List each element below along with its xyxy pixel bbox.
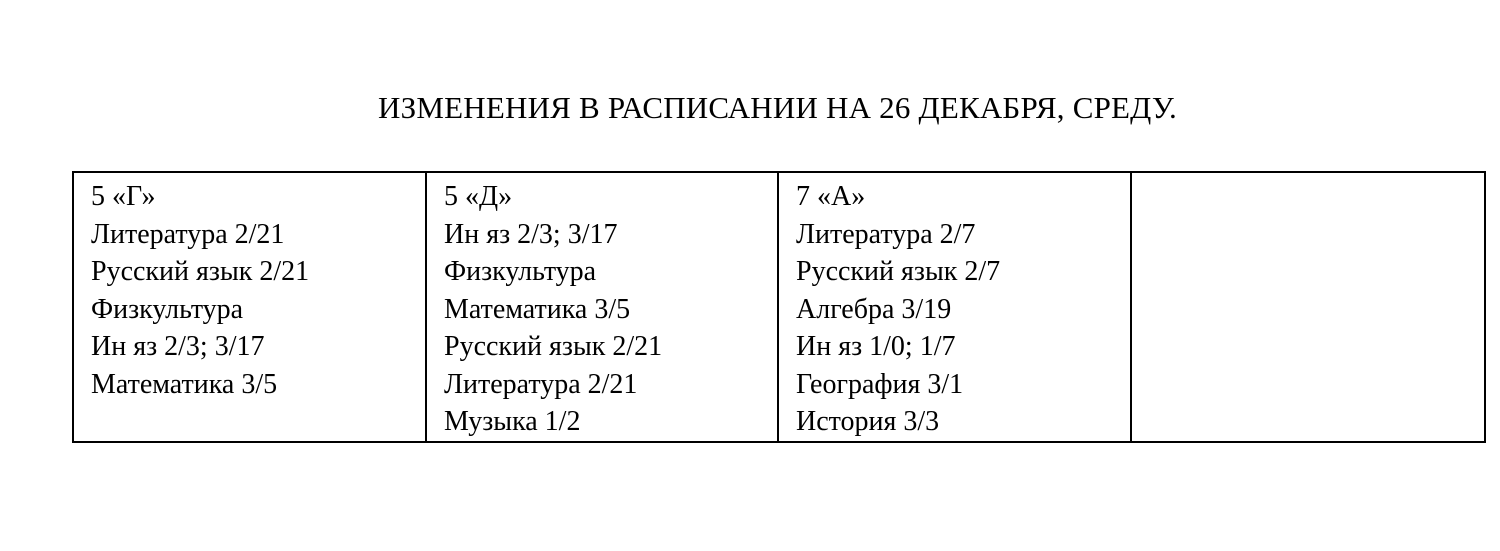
page-title: ИЗМЕНЕНИЯ В РАСПИСАНИИ НА 26 ДЕКАБРЯ, СРЕДУ. bbox=[378, 90, 1177, 125]
lesson-item: Алгебра 3/19 bbox=[796, 293, 952, 325]
lesson-item: Литература 2/21 bbox=[444, 368, 638, 400]
lesson-item: Русский язык 2/21 bbox=[91, 256, 310, 287]
table-row bbox=[73, 172, 1485, 442]
class-name: 7 «А» bbox=[796, 181, 866, 212]
class-column-5g bbox=[73, 172, 426, 442]
lesson-item: Ин яз 1/0; 1/7 bbox=[796, 331, 956, 362]
lesson-item: Русский язык 2/7 bbox=[796, 256, 1001, 287]
lesson-item: Русский язык 2/21 bbox=[444, 331, 663, 362]
class-name: 5 «Д» bbox=[444, 181, 513, 212]
lesson-item: Литература 2/21 bbox=[91, 218, 285, 250]
lesson-item: Физкультура bbox=[444, 256, 597, 287]
schedule-table bbox=[72, 171, 1486, 443]
lesson-item: История 3/3 bbox=[796, 406, 940, 437]
lesson-item: Физкультура bbox=[91, 293, 244, 325]
lesson-item: Математика 3/5 bbox=[444, 293, 631, 325]
lesson-item: География 3/1 bbox=[796, 368, 964, 400]
lesson-item: Музыка 1/2 bbox=[444, 406, 581, 437]
lesson-item: Литература 2/7 bbox=[796, 218, 976, 250]
class-column-5d bbox=[426, 172, 778, 442]
empty-column bbox=[1131, 172, 1485, 442]
lesson-item: Ин яз 2/3; 3/17 bbox=[91, 331, 265, 362]
class-column-7a bbox=[778, 172, 1131, 442]
lesson-item: Ин яз 2/3; 3/17 bbox=[444, 218, 618, 250]
class-name: 5 «Г» bbox=[91, 181, 156, 212]
lesson-item: Математика 3/5 bbox=[91, 368, 278, 400]
